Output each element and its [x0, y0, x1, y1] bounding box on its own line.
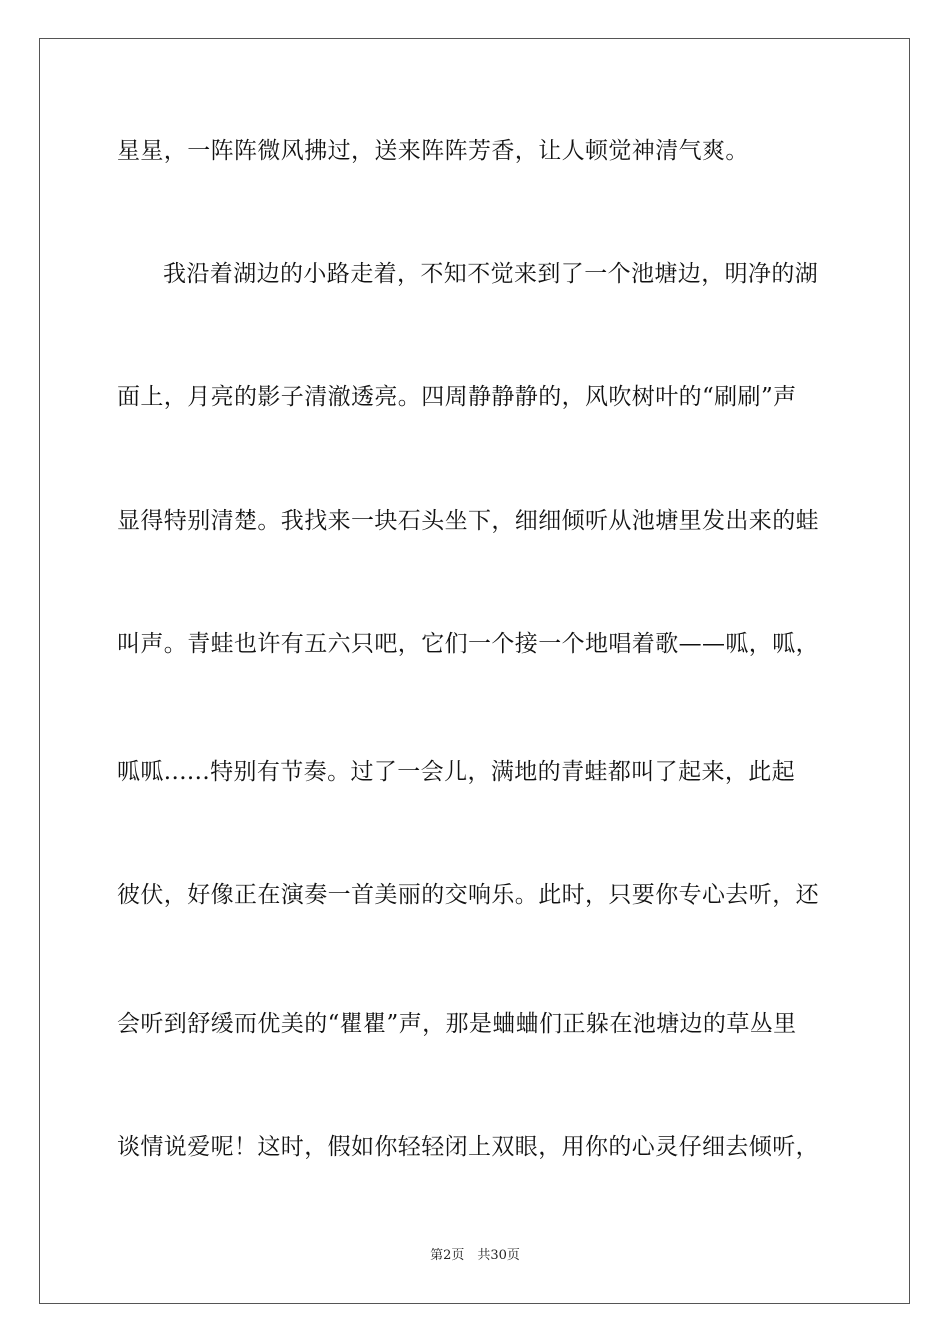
text-line-6: 呱呱......特别有节奏。过了一会儿，满地的青蛙都叫了起来，此起 — [117, 759, 796, 785]
page-border — [39, 38, 910, 1304]
text-line-1: 星星，一阵阵微风拂过，送来阵阵芳香，让人顿觉神清气爽。 — [117, 138, 749, 164]
text-line-8: 会听到舒缓而优美的“瞿瞿”声，那是蛐蛐们正躲在池塘边的草丛里 — [117, 1011, 797, 1037]
text-line-9: 谈情说爱呢！这时，假如你轻轻闭上双眼，用你的心灵仔细去倾听， — [117, 1134, 819, 1160]
text-line-7: 彼伏，好像正在演奏一首美丽的交响乐。此时，只要你专心去听，还 — [117, 882, 819, 908]
text-line-4: 显得特别清楚。我找来一块石头坐下，细细倾听从池塘里发出来的蛙 — [117, 508, 819, 534]
text-line-2: 我沿着湖边的小路走着，不知不觉来到了一个池塘边，明净的湖 — [163, 261, 819, 287]
page-number-footer: 第2页 共30页 — [430, 1248, 520, 1263]
text-line-5: 叫声。青蛙也许有五六只吧，它们一个接一个地唱着歌——呱，呱， — [117, 631, 819, 657]
text-line-3: 面上，月亮的影子清澈透亮。四周静静静的，风吹树叶的“刷刷”声 — [117, 384, 797, 410]
